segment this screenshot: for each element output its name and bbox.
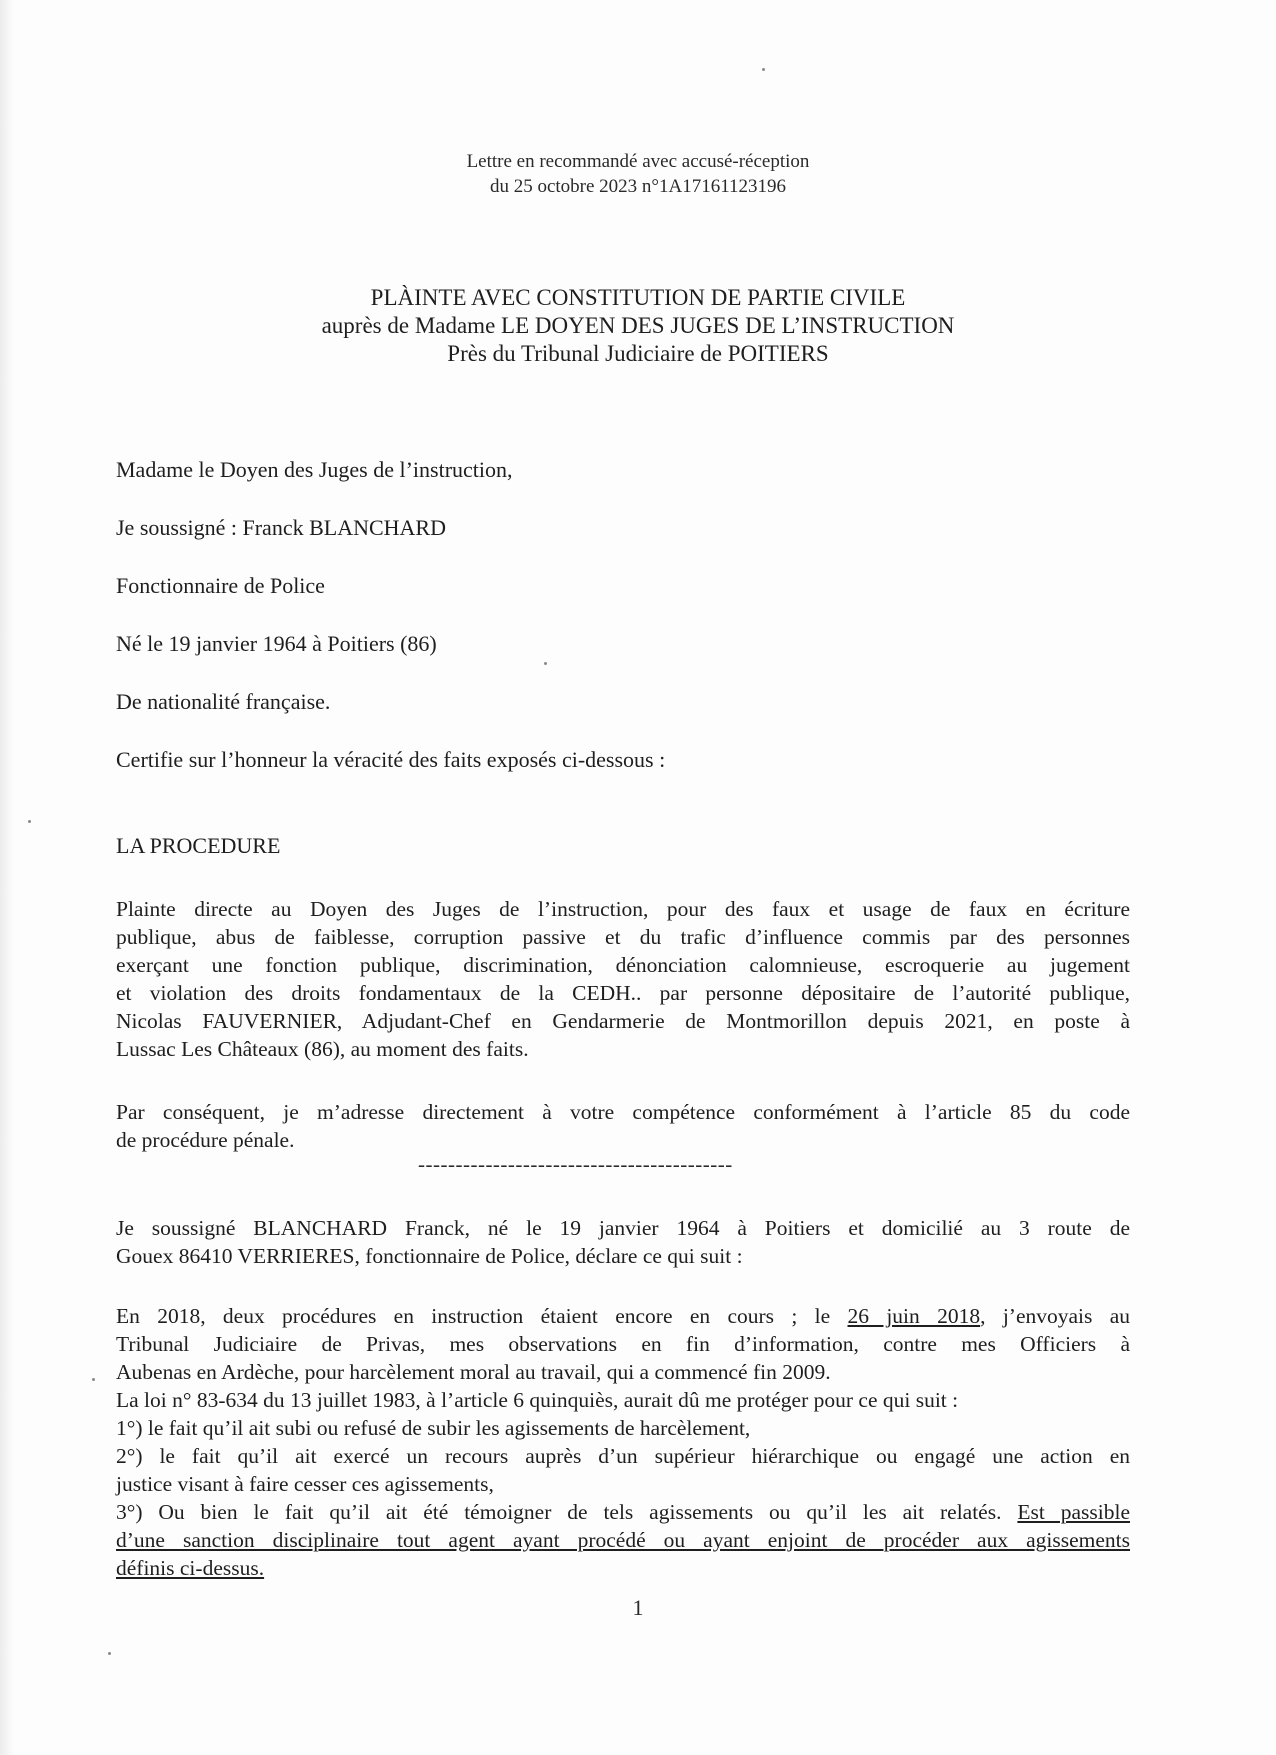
paragraph-line (116, 1302, 1130, 1330)
page-number: 1 (632, 1595, 644, 1620)
nationality: De nationalité française. (116, 689, 331, 714)
salutation: Madame le Doyen des Juges de l’instruction, (116, 457, 513, 482)
paragraph-line: Nicolas FAUVERNIER, Adjudant-Chef en Gendarmerie de Montmorillon depuis 2021, en poste à (116, 1009, 1130, 1033)
paragraph-line: Aubenas en Ardèche, pour harcèlement moral au travail, qui a commencé fin 2009. (116, 1360, 831, 1384)
underlined-line-end (116, 1554, 1130, 1582)
paragraph-line: Lussac Les Châteaux (86), au moment des faits. (116, 1037, 529, 1061)
underlined-line: d’une sanction disciplinaire tout agent ayant procédé ou ayant enjoint de procéder aux agissements (116, 1528, 1130, 1552)
paragraph-line: Plainte directe au Doyen des Juges de l’instruction, pour des faux et usage de faux en écriture (116, 897, 1130, 921)
birth-info: Né le 19 janvier 1964 à Poitiers (86) (116, 631, 437, 656)
section-heading-procedure: LA PROCEDURE (116, 833, 281, 858)
section-separator: ------------------------------------------ (418, 1152, 733, 1176)
list-item-continuation: justice visant à faire cesser ces agissements, (116, 1472, 494, 1496)
underlined-text: Est passible (1017, 1500, 1131, 1524)
scan-speck (544, 662, 547, 665)
text-span: En 2018, deux procédures en instruction étaient encore en cours ; le (116, 1304, 831, 1328)
paragraph-line: publique, abus de faiblesse, corruption passive et du trafic d’influence commis par des personnes (116, 925, 1130, 949)
text-span: , j’envoyais au (980, 1304, 1130, 1328)
underlined-date: 26 juin 2018 (847, 1304, 981, 1328)
document-addressee: auprès de Madame LE DOYEN DES JUGES DE L’INSTRUCTION (321, 313, 955, 338)
scan-speck (762, 68, 765, 71)
registered-letter-number: du 25 octobre 2023 n°1A17161123196 (489, 176, 787, 197)
scan-edge (0, 0, 14, 1755)
scan-speck (28, 820, 31, 823)
declaration-line: Je soussigné BLANCHARD Franck, né le 19 janvier 1964 à Poitiers et domicilié au 3 route de (116, 1216, 1130, 1240)
signatory: Je soussigné : Franck BLANCHARD (116, 515, 446, 540)
registered-letter-notice: Lettre en recommandé avec accusé-réception (466, 151, 810, 172)
document-title: PLÀINTE AVEC CONSTITUTION DE PARTIE CIVILE (370, 285, 906, 310)
certification: Certifie sur l’honneur la véracité des faits exposés ci-dessous : (116, 747, 666, 772)
declaration-line: Gouex 86410 VERRIERES, fonctionnaire de Police, déclare ce qui suit : (116, 1244, 743, 1268)
list-item: 1°) le fait qu’il ait subi ou refusé de subir les agissements de harcèlement, (116, 1416, 751, 1440)
list-item: 2°) le fait qu’il ait exercé un recours auprès d’un supérieur hiérarchique ou engagé une action en (116, 1444, 1130, 1468)
list-item (116, 1498, 1130, 1526)
scan-speck (92, 1378, 95, 1381)
law-reference: La loi n° 83-634 du 13 juillet 1983, à l’article 6 quinquiès, aurait dû me protéger pour ce qui suit : (116, 1388, 959, 1412)
document-court: Près du Tribunal Judiciaire de POITIERS (447, 341, 829, 366)
paragraph-line: exerçant une fonction publique, discrimination, dénonciation calomnieuse, escroquerie au jugement (116, 953, 1130, 977)
paragraph-line: Par conséquent, je m’adresse directement à votre compétence conformément à l’article 85 du code (116, 1100, 1130, 1124)
text-span: 3°) Ou bien le fait qu’il ait été témoigner de tels agissements ou qu’il les ait relatés. (116, 1500, 1002, 1524)
underlined-text: définis ci-dessus. (116, 1556, 265, 1580)
occupation: Fonctionnaire de Police (116, 573, 325, 598)
scan-speck (108, 1652, 111, 1655)
paragraph-line: de procédure pénale. (116, 1128, 295, 1152)
paragraph-line: Tribunal Judiciaire de Privas, mes observations en fin d’information, contre mes Officiers à (116, 1332, 1130, 1356)
paragraph-line: et violation des droits fondamentaux de la CEDH.. par personne dépositaire de l’autorité publique, (116, 981, 1130, 1005)
